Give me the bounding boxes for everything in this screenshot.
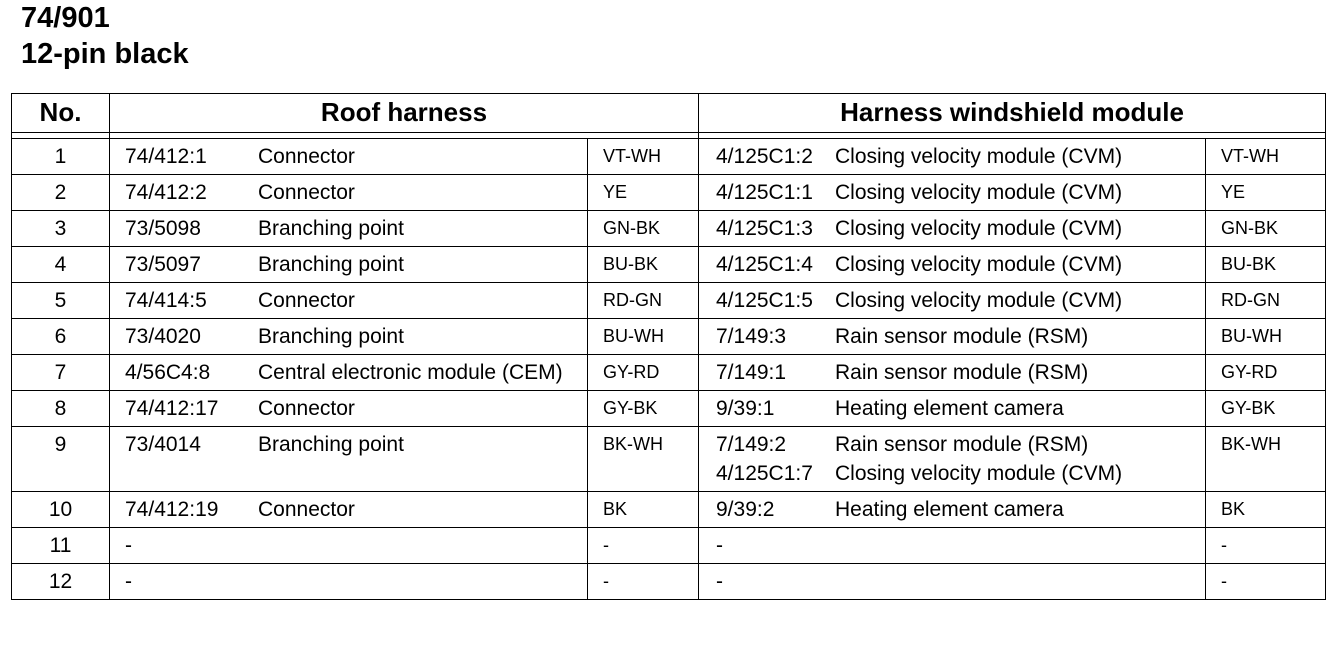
roof-harness-description: Connector — [246, 492, 587, 528]
windshield-module-id: - — [716, 570, 723, 593]
roof-harness-description: Connector — [246, 391, 587, 427]
windshield-module-wire-color: BU-WH — [1205, 319, 1325, 355]
roof-harness-wire-color: GN-BK — [587, 211, 699, 247]
windshield-module-wire-color: YE — [1205, 175, 1325, 211]
windshield-module-wire-color: BK — [1205, 492, 1325, 528]
header-no: No. — [12, 94, 110, 133]
pin-number: 5 — [12, 283, 110, 319]
windshield-module-wire-color: BU-BK — [1205, 247, 1325, 283]
table-header-row — [12, 94, 1325, 133]
roof-harness-wire-color: BU-WH — [587, 319, 699, 355]
table-row — [12, 355, 1325, 391]
table-row — [12, 319, 1325, 355]
windshield-module-descriptions — [835, 247, 1205, 283]
roof-harness-wire-color: VT-WH — [587, 139, 699, 175]
windshield-module-ids — [699, 319, 835, 355]
roof-harness-description: Branching point — [246, 427, 587, 492]
windshield-module-descriptions — [835, 391, 1205, 427]
roof-harness-wire-color: - — [587, 564, 699, 599]
roof-harness-id: 74/412:2 — [110, 175, 246, 211]
table-row — [12, 247, 1325, 283]
windshield-module-id: 7/149:2 — [716, 433, 787, 456]
windshield-module-wire-color: GY-RD — [1205, 355, 1325, 391]
table-row — [12, 139, 1325, 175]
table-row — [12, 564, 1325, 599]
windshield-module-description: Heating element camera — [835, 397, 1064, 420]
windshield-module-description: Rain sensor module (RSM) — [835, 361, 1089, 384]
pin-number: 11 — [12, 528, 110, 564]
windshield-module-ids — [699, 247, 835, 283]
roof-harness-id: 74/412:19 — [110, 492, 246, 528]
windshield-module-description: Closing velocity module (CVM) — [835, 217, 1123, 240]
roof-harness-id: - — [110, 528, 246, 564]
header-roof-harness: Roof harness — [110, 94, 699, 133]
windshield-module-description: Rain sensor module (RSM) — [835, 433, 1089, 456]
table-row — [12, 283, 1325, 319]
roof-harness-wire-color: - — [587, 528, 699, 564]
windshield-module-id: 4/125C1:1 — [716, 181, 813, 204]
pin-number: 12 — [12, 564, 110, 599]
windshield-module-ids — [699, 564, 835, 599]
table-row — [12, 175, 1325, 211]
roof-harness-wire-color: BU-BK — [587, 247, 699, 283]
connector-description: 12-pin black — [21, 38, 189, 70]
roof-harness-wire-color: BK — [587, 492, 699, 528]
windshield-module-id: 4/125C1:4 — [716, 253, 813, 276]
windshield-module-descriptions — [835, 139, 1205, 175]
pin-number: 6 — [12, 319, 110, 355]
roof-harness-description: Branching point — [246, 319, 587, 355]
roof-harness-id: 73/5098 — [110, 211, 246, 247]
roof-harness-description: Branching point — [246, 211, 587, 247]
windshield-module-wire-color: - — [1205, 564, 1325, 599]
windshield-module-descriptions — [835, 283, 1205, 319]
windshield-module-descriptions — [835, 528, 1205, 564]
roof-harness-description — [246, 564, 587, 599]
roof-harness-id: 74/414:5 — [110, 283, 246, 319]
windshield-module-id: 9/39:1 — [716, 397, 775, 420]
pin-assignment-table — [11, 93, 1326, 600]
windshield-module-ids — [699, 492, 835, 528]
windshield-module-wire-color: VT-WH — [1205, 139, 1325, 175]
windshield-module-description: Closing velocity module (CVM) — [835, 462, 1123, 485]
windshield-module-description: Rain sensor module (RSM) — [835, 325, 1089, 348]
roof-harness-description: Central electronic module (CEM) — [246, 355, 587, 391]
windshield-module-ids — [699, 175, 835, 211]
pin-number: 2 — [12, 175, 110, 211]
windshield-module-description: Closing velocity module (CVM) — [835, 253, 1123, 276]
windshield-module-ids — [699, 211, 835, 247]
pin-number: 4 — [12, 247, 110, 283]
table-row — [12, 391, 1325, 427]
roof-harness-id: - — [125, 570, 132, 593]
windshield-module-id: 4/125C1:5 — [716, 289, 813, 312]
windshield-module-id: 7/149:1 — [716, 361, 787, 384]
windshield-module-descriptions — [835, 319, 1205, 355]
pin-number: 1 — [12, 139, 110, 175]
windshield-module-description: Closing velocity module (CVM) — [835, 181, 1123, 204]
pin-number: 9 — [12, 427, 110, 492]
connector-id: 74/901 — [21, 2, 110, 34]
windshield-module-id: - — [716, 534, 723, 557]
roof-harness-description — [246, 528, 587, 564]
windshield-module-descriptions — [835, 355, 1205, 391]
roof-harness-id: 73/4020 — [110, 319, 246, 355]
windshield-module-ids — [699, 391, 835, 427]
windshield-module-id: 7/149:3 — [716, 325, 787, 348]
windshield-module-descriptions — [835, 175, 1205, 211]
pin-number: 8 — [12, 391, 110, 427]
windshield-module-description: Heating element camera — [835, 498, 1064, 521]
pin-number: 7 — [12, 355, 110, 391]
roof-harness-wire-color: RD-GN — [587, 283, 699, 319]
windshield-module-ids — [699, 139, 835, 175]
pin-number: 3 — [12, 211, 110, 247]
windshield-module-ids — [699, 427, 835, 492]
windshield-module-descriptions — [835, 564, 1205, 599]
roof-harness-id: 73/5097 — [110, 247, 246, 283]
windshield-module-id: 4/125C1:3 — [716, 217, 813, 240]
table-row — [12, 427, 1325, 492]
roof-harness-description: Connector — [246, 175, 587, 211]
windshield-module-wire-color: - — [1205, 528, 1325, 564]
windshield-module-id: 4/125C1:7 — [716, 462, 813, 485]
windshield-module-id: 4/125C1:2 — [716, 145, 813, 168]
windshield-module-ids — [699, 528, 835, 564]
windshield-module-wire-color: GY-BK — [1205, 391, 1325, 427]
roof-harness-id: 74/412:1 — [110, 139, 246, 175]
windshield-module-description: Closing velocity module (CVM) — [835, 289, 1123, 312]
header-windshield-module: Harness windshield module — [699, 94, 1325, 133]
windshield-module-description: Closing velocity module (CVM) — [835, 145, 1123, 168]
roof-harness-id: 74/412:17 — [110, 391, 246, 427]
roof-harness-wire-color: YE — [587, 175, 699, 211]
roof-harness-wire-color: BK-WH — [587, 427, 699, 492]
roof-harness-id: 4/56C4:8 — [110, 355, 246, 391]
table-row — [12, 528, 1325, 564]
windshield-module-ids — [699, 355, 835, 391]
windshield-module-descriptions — [835, 211, 1205, 247]
windshield-module-descriptions — [835, 427, 1205, 492]
table-row — [12, 492, 1325, 528]
roof-harness-wire-color: GY-BK — [587, 391, 699, 427]
roof-harness-description: Connector — [246, 283, 587, 319]
windshield-module-id: 9/39:2 — [716, 498, 775, 521]
windshield-module-wire-color: BK-WH — [1205, 427, 1325, 492]
windshield-module-wire-color: GN-BK — [1205, 211, 1325, 247]
roof-harness-description: Branching point — [246, 247, 587, 283]
roof-harness-description: Connector — [246, 139, 587, 175]
roof-harness-id: 73/4014 — [110, 427, 246, 492]
roof-harness-wire-color: GY-RD — [587, 355, 699, 391]
windshield-module-ids — [699, 283, 835, 319]
windshield-module-descriptions — [835, 492, 1205, 528]
pin-number: 10 — [12, 492, 110, 528]
table-row — [12, 211, 1325, 247]
windshield-module-wire-color: RD-GN — [1205, 283, 1325, 319]
